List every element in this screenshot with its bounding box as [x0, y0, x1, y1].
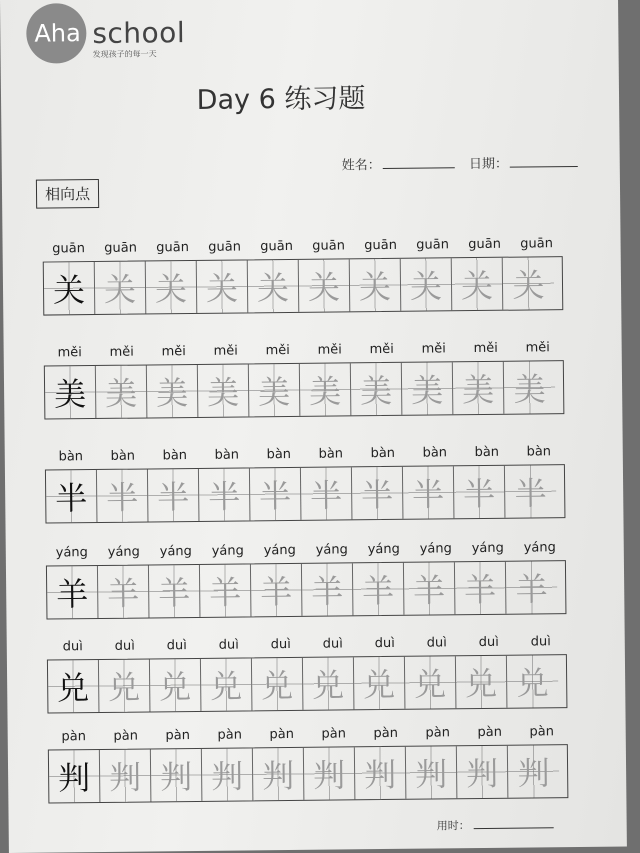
- pinyin-label: bàn: [58, 449, 84, 465]
- tianzige-cell[interactable]: [456, 656, 508, 709]
- page-title: Day 6 练习题: [196, 83, 366, 116]
- tianzige-cell[interactable]: [352, 467, 404, 520]
- model-character: 关: [52, 271, 86, 310]
- pinyin-label: guān: [364, 237, 398, 254]
- tianzige-cell[interactable]: [150, 659, 202, 712]
- pinyin-label: měi: [161, 344, 186, 360]
- section-tag: 相向点: [36, 179, 99, 209]
- date-blank: [510, 154, 578, 168]
- time-label: 用时：: [436, 819, 470, 833]
- tianzige-cell[interactable]: [197, 260, 249, 313]
- trace-character: 兑: [209, 667, 243, 706]
- pinyin-label: bàn: [214, 447, 240, 463]
- tianzige-cell[interactable]: [201, 658, 253, 711]
- pinyin-label: měi: [421, 341, 446, 357]
- date-label: 日期：: [468, 156, 508, 173]
- trace-character: 关: [205, 269, 239, 308]
- logo-wordmark: school: [92, 16, 186, 51]
- tianzige-cell[interactable]: [97, 469, 149, 522]
- pinyin-label: pàn: [61, 729, 87, 745]
- trace-character: 美: [513, 370, 546, 409]
- trace-character: 关: [409, 267, 443, 306]
- tianzige-cell[interactable]: [355, 747, 407, 800]
- trace-character: 判: [159, 758, 193, 797]
- pinyin-label: měi: [57, 345, 82, 361]
- trace-character: 美: [155, 374, 189, 413]
- pinyin-label: měi: [369, 341, 394, 358]
- logo-circle: Aha: [26, 3, 87, 64]
- tianzige-cell[interactable]: [504, 361, 556, 414]
- trace-character: 判: [312, 756, 346, 795]
- tianzige-cell[interactable]: [302, 563, 354, 616]
- trace-character: 关: [256, 268, 290, 308]
- pinyin-label: duì: [166, 638, 187, 654]
- tianzige-grid: [43, 256, 564, 315]
- name-blank: [383, 155, 455, 169]
- trace-character: 判: [517, 754, 550, 793]
- pinyin-label: yáng: [315, 542, 348, 558]
- pinyin-label: guān: [520, 236, 554, 252]
- pinyin-label: guān: [52, 241, 86, 257]
- pinyin-label: bàn: [526, 444, 552, 460]
- tianzige-cell[interactable]: [351, 363, 403, 416]
- trace-character: 关: [154, 270, 188, 309]
- trace-character: 羊: [209, 573, 242, 612]
- tianzige-cell[interactable]: [404, 562, 456, 615]
- trace-character: 半: [258, 476, 292, 516]
- trace-character: 关: [460, 266, 494, 306]
- name-date-fields: [342, 152, 588, 174]
- tianzige-cell[interactable]: [147, 365, 199, 418]
- pinyin-label: duì: [426, 635, 447, 651]
- pinyin-label: pàn: [165, 728, 191, 744]
- tianzige-cell[interactable]: [251, 564, 303, 617]
- model-character: 美: [53, 375, 87, 414]
- pinyin-label: yáng: [55, 545, 88, 561]
- logo-tagline: 发现孩子的每一天: [92, 49, 157, 60]
- pinyin-label: duì: [62, 639, 83, 655]
- practice-row-3: [45, 444, 566, 523]
- pinyin-label: bàn: [162, 448, 188, 464]
- tianzige-cell[interactable]: [45, 366, 97, 419]
- tianzige-cell[interactable]: [199, 468, 251, 521]
- tianzige-cell[interactable]: [250, 468, 302, 521]
- trace-character: 美: [359, 371, 393, 411]
- pinyin-label: bàn: [370, 445, 396, 462]
- tianzige-cell[interactable]: [146, 261, 198, 314]
- trace-character: 兑: [362, 665, 396, 705]
- pinyin-label: bàn: [266, 446, 292, 463]
- tianzige-cell[interactable]: [406, 746, 458, 799]
- pinyin-label: yáng: [471, 540, 504, 557]
- trace-character: 判: [465, 754, 499, 794]
- tianzige-cell[interactable]: [505, 465, 557, 518]
- trace-character: 兑: [311, 666, 345, 705]
- pinyin-label: bàn: [110, 448, 136, 464]
- practice-row-6: [48, 724, 569, 803]
- tianzige-cell[interactable]: [503, 257, 555, 310]
- pinyin-label: měi: [473, 340, 498, 357]
- pinyin-label: pàn: [321, 726, 347, 742]
- tianzige-cell[interactable]: [44, 262, 96, 315]
- trace-character: 兑: [260, 666, 294, 706]
- tianzige-cell[interactable]: [95, 261, 147, 314]
- tianzige-cell[interactable]: [299, 259, 351, 312]
- tianzige-cell[interactable]: [47, 566, 99, 619]
- trace-character: 半: [462, 474, 496, 514]
- pinyin-label: měi: [109, 344, 134, 360]
- model-character: 兑: [56, 669, 90, 708]
- pinyin-label: měi: [317, 342, 342, 358]
- pinyin-label: měi: [525, 340, 550, 356]
- pinyin-label: yáng: [367, 541, 400, 558]
- pinyin-label: guān: [260, 238, 294, 255]
- pinyin-label: duì: [478, 634, 499, 651]
- tianzige-cell[interactable]: [148, 469, 200, 522]
- trace-character: 羊: [260, 572, 293, 612]
- pinyin-label: duì: [374, 635, 395, 652]
- trace-character: 兑: [516, 664, 549, 703]
- trace-character: 羊: [463, 570, 497, 610]
- trace-character: 羊: [310, 572, 344, 611]
- practice-row-1: [43, 236, 564, 315]
- tianzige-cell[interactable]: [248, 260, 300, 313]
- tianzige-grid: [44, 360, 565, 419]
- tianzige-cell[interactable]: [252, 658, 304, 711]
- aha-school-logo: [26, 4, 186, 64]
- trace-character: 美: [257, 372, 291, 412]
- pinyin-label: pàn: [529, 724, 555, 740]
- tianzige-grid: [45, 464, 566, 523]
- trace-character: 关: [307, 268, 341, 307]
- tianzige-grid: [48, 744, 569, 803]
- practice-row-2: [44, 340, 565, 419]
- trace-character: 兑: [413, 665, 447, 704]
- tianzige-cell[interactable]: [453, 362, 505, 415]
- tianzige-cell[interactable]: [506, 561, 558, 614]
- tianzige-cell[interactable]: [96, 365, 148, 418]
- trace-character: 关: [358, 267, 392, 307]
- tianzige-cell[interactable]: [46, 470, 98, 523]
- trace-character: 关: [103, 270, 137, 309]
- trace-character: 兑: [158, 668, 192, 707]
- pinyin-label: měi: [265, 342, 290, 359]
- trace-character: 美: [104, 374, 138, 413]
- pinyin-label: bàn: [474, 444, 500, 461]
- tianzige-cell[interactable]: [457, 746, 509, 799]
- trace-character: 半: [360, 475, 394, 515]
- tianzige-cell[interactable]: [300, 363, 352, 416]
- name-label: 姓名：: [341, 158, 381, 174]
- pinyin-label: duì: [322, 636, 343, 652]
- tianzige-cell[interactable]: [507, 655, 559, 708]
- pinyin-label: yáng: [263, 542, 296, 559]
- pinyin-label: guān: [416, 237, 450, 253]
- trace-character: 羊: [412, 571, 446, 610]
- pinyin-label: pàn: [113, 728, 139, 744]
- tianzige-cell[interactable]: [455, 562, 507, 615]
- trace-character: 羊: [107, 574, 140, 613]
- tianzige-cell[interactable]: [253, 748, 305, 801]
- pinyin-label: yáng: [107, 544, 140, 560]
- tianzige-cell[interactable]: [99, 659, 151, 712]
- pinyin-label: pàn: [425, 725, 451, 741]
- trace-character: 美: [410, 371, 444, 410]
- trace-character: 判: [210, 757, 244, 796]
- tianzige-cell[interactable]: [48, 660, 100, 713]
- trace-character: 半: [309, 476, 343, 515]
- tianzige-cell[interactable]: [249, 364, 301, 417]
- tianzige-cell[interactable]: [303, 657, 355, 710]
- pinyin-label: yáng: [159, 544, 192, 560]
- tianzige-cell[interactable]: [353, 563, 405, 616]
- tianzige-cell[interactable]: [198, 364, 250, 417]
- trace-character: 半: [157, 478, 190, 517]
- tianzige-cell[interactable]: [452, 258, 504, 311]
- pinyin-label: yáng: [419, 541, 452, 557]
- pinyin-label: duì: [218, 637, 239, 653]
- tianzige-cell[interactable]: [401, 258, 453, 311]
- model-character: 判: [57, 759, 91, 798]
- tianzige-cell[interactable]: [149, 565, 201, 618]
- tianzige-grid: [46, 560, 567, 619]
- trace-character: 羊: [158, 574, 191, 613]
- time-blank: [474, 817, 554, 829]
- trace-character: 判: [261, 756, 295, 796]
- pinyin-label: bàn: [318, 446, 344, 462]
- tianzige-cell[interactable]: [100, 749, 152, 802]
- pinyin-label: guān: [312, 238, 346, 254]
- pinyin-label: yáng: [523, 540, 556, 556]
- pinyin-label: pàn: [373, 725, 399, 742]
- tianzige-cell[interactable]: [508, 745, 560, 798]
- tianzige-cell[interactable]: [304, 747, 356, 800]
- tianzige-cell[interactable]: [49, 750, 101, 803]
- pinyin-label: duì: [270, 636, 291, 653]
- trace-character: 关: [512, 266, 545, 305]
- tianzige-cell[interactable]: [151, 749, 203, 802]
- trace-character: 美: [206, 373, 240, 412]
- model-character: 羊: [56, 575, 89, 614]
- trace-character: 半: [411, 475, 445, 514]
- trace-character: 美: [461, 370, 495, 410]
- tianzige-cell[interactable]: [200, 564, 252, 617]
- pinyin-label: yáng: [211, 543, 244, 559]
- tianzige-grid: [47, 654, 568, 713]
- pinyin-label: guān: [468, 236, 502, 253]
- tianzige-cell[interactable]: [402, 362, 454, 415]
- pinyin-label: měi: [213, 343, 238, 359]
- practice-row-4: [46, 540, 567, 619]
- tianzige-cell[interactable]: [403, 466, 455, 519]
- pinyin-label: pàn: [477, 724, 503, 741]
- tianzige-cell[interactable]: [354, 657, 406, 710]
- tianzige-cell[interactable]: [301, 467, 353, 520]
- tianzige-cell[interactable]: [98, 565, 150, 618]
- pinyin-label: pàn: [217, 727, 243, 743]
- pinyin-label: pàn: [269, 726, 295, 743]
- model-character: 半: [55, 479, 88, 518]
- time-field: [437, 816, 554, 833]
- trace-character: 半: [207, 477, 241, 516]
- tianzige-cell[interactable]: [454, 466, 506, 519]
- trace-character: 判: [363, 755, 397, 795]
- trace-character: 兑: [107, 668, 141, 707]
- trace-character: 半: [514, 474, 547, 513]
- pinyin-label: duì: [114, 638, 135, 654]
- tianzige-cell[interactable]: [350, 259, 402, 312]
- tianzige-cell[interactable]: [405, 656, 457, 709]
- practice-row-5: [47, 634, 568, 713]
- pinyin-label: bàn: [422, 445, 448, 461]
- tianzige-cell[interactable]: [202, 748, 254, 801]
- trace-character: 判: [414, 755, 448, 794]
- trace-character: 美: [308, 372, 342, 411]
- trace-character: 判: [108, 758, 142, 797]
- pinyin-label: guān: [208, 239, 242, 255]
- trace-character: 兑: [464, 664, 498, 704]
- pinyin-label: duì: [530, 634, 551, 650]
- pinyin-label: guān: [156, 240, 190, 256]
- pinyin-label: guān: [104, 240, 138, 256]
- trace-character: 羊: [515, 570, 548, 609]
- trace-character: 羊: [361, 571, 395, 611]
- trace-character: 半: [106, 478, 139, 517]
